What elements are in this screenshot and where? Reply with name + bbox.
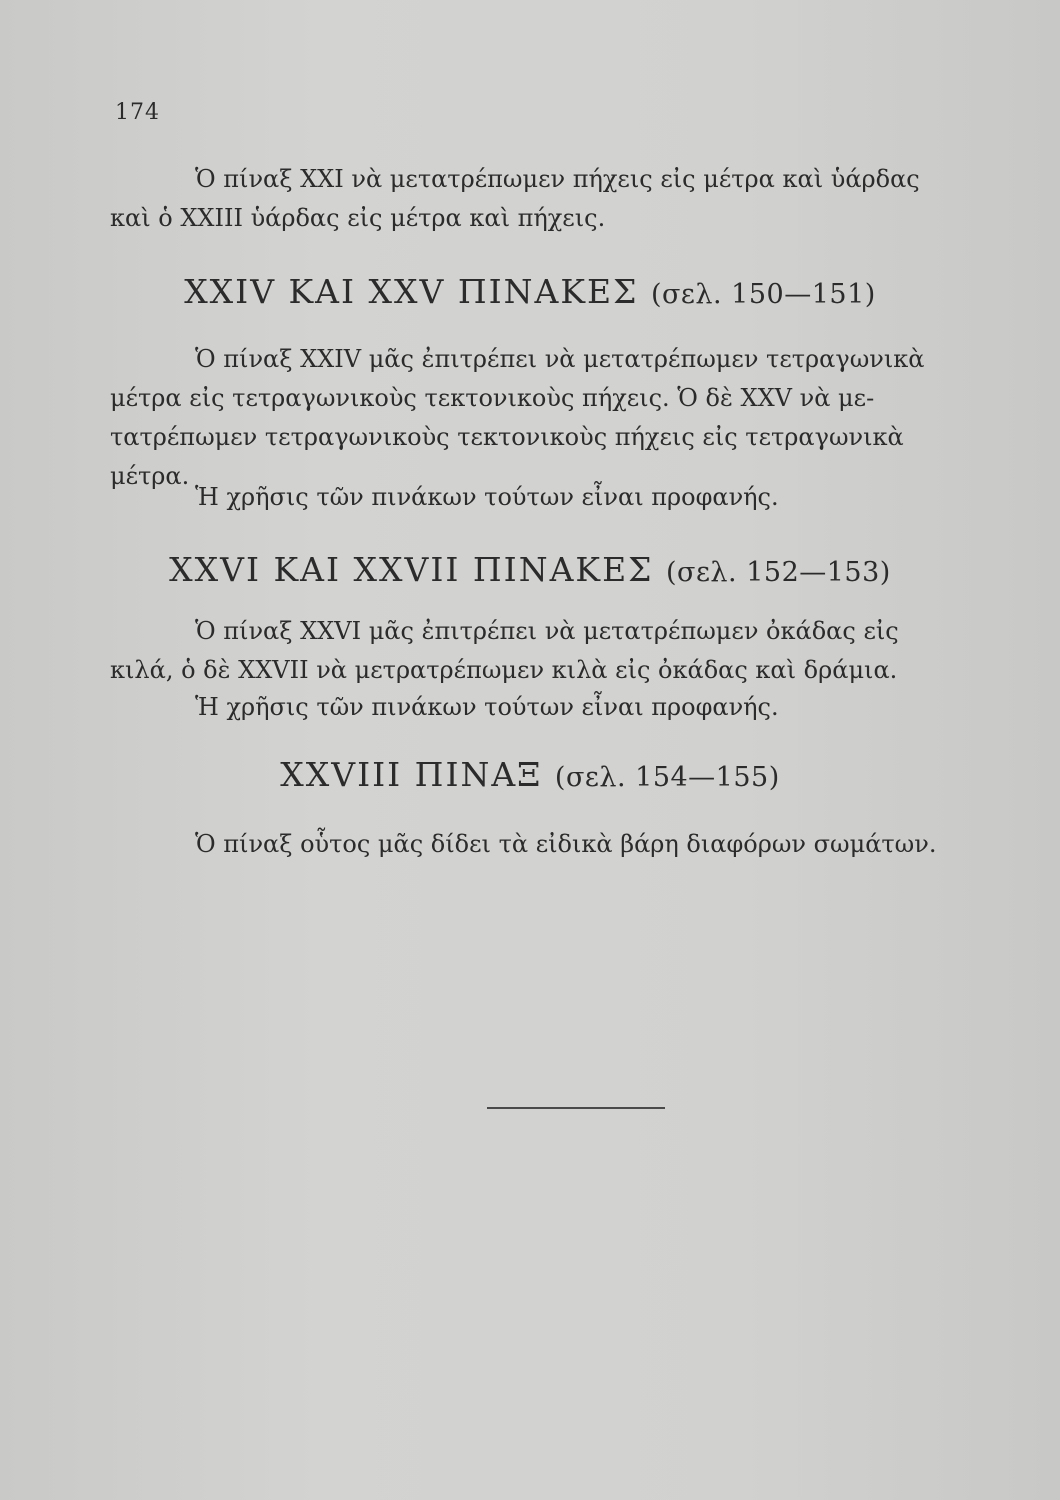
heading-page-ref: (σελ. 152—153)	[665, 557, 891, 588]
section-heading-xxvi-xxvii	[0, 550, 1060, 589]
section-heading-xxiv-xxv	[0, 272, 1060, 311]
text-line: Ὁ πίναξ XXIV μᾶς ἐπιτρέπει νὰ μετατρέπωμεν τετραγωνικὰ	[195, 345, 925, 373]
text-line: Ὁ πίναξ XXI νὰ μετατρέπωμεν πήχεις εἰς μέτρα καὶ ὑάρδας	[195, 165, 920, 193]
text-line: τατρέπωμεν τετραγωνικοὺς τεκτονικοὺς πήχεις εἰς τετραγωνικὰ	[110, 423, 904, 451]
heading-title: XXVIII ΠΙΝΑΞ	[280, 755, 543, 794]
text-line: Ἡ χρῆσις τῶν πινάκων τούτων εἶναι προφανής.	[195, 693, 779, 721]
text-line: κιλά, ὁ δὲ XXVII νὰ μετρατρέπωμεν κιλὰ εἰς ὀκάδας καὶ δράμια.	[110, 656, 898, 684]
text-line: Ὁ πίναξ οὗτος μᾶς δίδει τὰ εἰδικὰ βάρη διαφόρων σωμάτων.	[195, 830, 937, 858]
heading-title: XXVI ΚΑΙ XXVII ΠΙΝΑΚΕΣ	[169, 550, 654, 589]
end-rule-divider	[487, 1107, 665, 1109]
page-number: 174	[115, 100, 160, 125]
text-line: Ἡ χρῆσις τῶν πινάκων τούτων εἶναι προφανής.	[195, 483, 779, 511]
heading-page-ref: (σελ. 150—151)	[650, 279, 876, 310]
text-line: καὶ ὁ XXIII ὑάρδας εἰς μέτρα καὶ πήχεις.	[110, 204, 606, 232]
text-line: Ὁ πίναξ XXVI μᾶς ἐπιτρέπει νὰ μετατρέπωμεν ὀκάδας εἰς	[195, 617, 899, 645]
paragraph-table-xxiv	[110, 340, 1030, 496]
paragraph-usage-2	[110, 688, 1030, 727]
paragraph-table-xxi	[110, 160, 1030, 238]
paragraph-usage-1	[110, 478, 1030, 517]
heading-page-ref: (σελ. 154—155)	[554, 762, 780, 793]
paragraph-table-xxviii	[110, 825, 1030, 864]
paragraph-table-xxvi	[110, 612, 1030, 690]
text-line: μέτρα εἰς τετραγωνικοὺς τεκτονικοὺς πήχεις. Ὁ δὲ XXV νὰ με-	[110, 384, 875, 412]
heading-title: XXIV ΚΑΙ XXV ΠΙΝΑΚΕΣ	[184, 272, 639, 311]
section-heading-xxviii	[0, 755, 1060, 794]
text-line: μέτρα.	[110, 462, 190, 490]
